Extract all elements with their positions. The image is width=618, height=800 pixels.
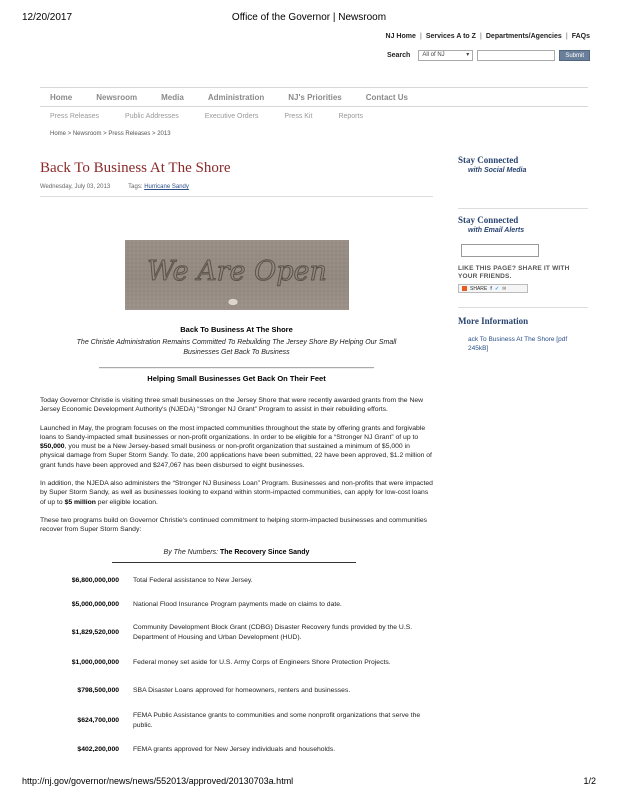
stats-rule [112,562,356,563]
paragraph-4: These two programs build on Governor Christie's continued commitment to helping storm-impacted businesses and communities recover from Super Storm Sandy: [40,516,428,534]
page-number: 1/2 [583,776,596,786]
stat-row [40,617,433,649]
email-field[interactable] [461,244,539,257]
pdf-link[interactable]: ack To Business At The Shore [pdf 245kB] [468,336,568,352]
share-label: SHARE [470,285,488,292]
press-subheadline: The Christie Administration Remains Committed To Rebuilding The Jersey Shore By Helping Our Small Businesses Get Back To Business [76,339,397,356]
share-icon [462,286,467,291]
stat-description: Federal money set aside for U.S. Army Corps of Engineers Shore Protection Projects. [133,658,391,666]
stat-description: Total Federal assistance to New Jersey. [133,576,253,584]
search-bar [387,50,590,61]
print-date: 12/20/2017 [22,12,73,23]
page-title: Back To Business At The Shore [40,160,231,176]
social-media-box [458,155,588,209]
stat-amount: $5,000,000,000 [71,601,119,609]
stat-description: SBA Disaster Loans approved for homeowners, renters and businesses. [133,686,351,694]
stat-description: FEMA Public Assistance grants to communities and some nonprofit organizations that serve the public. [133,712,421,729]
tag-link[interactable]: Hurricane Sandy [144,184,189,190]
email-icon: ✉ [502,285,507,292]
social-subtitle[interactable]: with Social Media [468,167,527,174]
toplink-faqs[interactable]: FAQs [571,33,590,40]
social-title: Stay Connected [458,155,519,165]
email-alerts-box [458,215,588,308]
separator: | [419,33,422,40]
paragraph-3 [40,479,433,507]
stat-amount: $798,500,000 [77,687,119,695]
print-url: http://nj.gov/governor/news/news/552013/approved/20130703a.html [22,776,294,786]
subnav-reports[interactable]: Reports [338,113,363,120]
stat-row [40,737,433,763]
breadcrumb[interactable]: Home > Newsroom > Press Releases > 2013 [50,131,171,137]
article-main [40,160,433,763]
stat-amount: $1,000,000,000 [71,659,119,667]
nav-priorities[interactable]: NJ's Priorities [288,92,342,102]
separator: | [479,33,482,40]
more-info-title: More Information [458,316,529,326]
twitter-icon: ✓ [494,285,500,292]
paragraph-3-text-b: per eligible location. [95,498,158,506]
share-button[interactable] [458,284,528,293]
stat-amount: $6,800,000,000 [71,577,119,585]
stat-amount: $1,829,520,000 [71,629,119,637]
press-headline: Back To Business At The Shore [180,325,293,334]
subnav-press-kit[interactable]: Press Kit [284,113,313,120]
sub-nav [50,113,389,120]
stat-description: Community Development Block Grant (CDBG) Disaster Recovery funds provided by the U.S. Department of Housing and Urban Development (HUD). [133,624,413,641]
share-prompt: LIKE THIS PAGE? SHARE IT WITH YOUR FRIENDS. [458,265,570,280]
stat-row [40,593,433,617]
paragraph-1: Today Governor Christie is visiting three small businesses on the Jersey Shore that were recently awarded grants from the New Jersey Economic Development Authority's (NJEDA) “Stronger NJ Grant” Program to assist in their rebuilding efforts. [40,397,424,414]
stat-description: FEMA grants approved for New Jersey individuals and households. [133,745,336,753]
stat-row [40,677,433,705]
stat-row [40,649,433,677]
more-info-box [458,316,588,353]
main-nav [40,87,588,107]
facebook-icon: f [490,285,492,292]
nav-newsroom[interactable]: Newsroom [96,92,138,102]
search-scope-select[interactable] [418,50,473,61]
nav-contact[interactable]: Contact Us [365,92,408,102]
print-title: Office of the Governor | Newsroom [231,12,387,23]
print-header [22,12,596,26]
paragraph-2 [40,424,433,470]
subnav-press-releases[interactable]: Press Releases [50,113,100,120]
paragraph-3-text-a: In addition, the NJEDA also administers the “Stronger NJ Business Loan” Program. Businesses and non-profits that were impacted by Super Storm Sandy, as well as businesses looking to expand within storm-impacted communities, can apply for low-cost loans of up to [40,480,433,506]
article-meta [40,184,433,197]
search-scope-value: All of NJ [422,52,445,58]
stat-description: National Flood Insurance Program payments made on claims to date. [133,600,342,608]
stat-row [40,569,433,593]
subnav-executive-orders[interactable]: Executive Orders [204,113,259,120]
divider [99,367,374,369]
email-title: Stay Connected [458,215,519,225]
sand-image [125,240,349,310]
stat-amount: $624,700,000 [77,717,119,725]
email-subtitle: with Email Alerts [468,227,525,234]
search-input[interactable] [477,50,555,61]
hero-image [125,240,349,310]
section-heading: Helping Small Businesses Get Back On Their Feet [147,374,326,383]
sidebar [458,155,588,353]
grant-amount: $50,000 [40,443,65,451]
separator: | [565,33,568,40]
search-label: Search [386,52,411,59]
toplink-services[interactable]: Services A to Z [425,33,476,40]
top-links [386,33,590,40]
article-tags [128,184,189,190]
stats-table [40,569,433,763]
press-header [40,325,433,383]
chevron-down-icon: ▾ [466,52,470,58]
stat-row [40,705,433,737]
toplink-nj-home[interactable]: NJ Home [385,33,416,40]
loan-amount: $5 million [64,498,96,506]
subnav-public-addresses[interactable]: Public Addresses [125,113,179,120]
paragraph-2-text-b: , you must be a New Jersey-based small business or non-profit organization that sustained a minimum of $5,000 in physical damage from Super Storm Sandy. To date, 200 applications have been submitted, 22 have been approved, $1.2 million of grant funds have been approved and $247,067 has been disbursed to eight businesses. [40,443,432,469]
nav-home[interactable]: Home [50,92,73,102]
image-handwriting: We Are Open [146,256,327,287]
nav-media[interactable]: Media [161,92,184,102]
toplink-departments[interactable]: Departments/Agencies [485,33,562,40]
paragraph-2-text-a: Launched in May, the program focuses on the most impacted communities throughout the state by offering grants and forgivable loans to Sandy-impacted small businesses or non-profit organizations. In order to be eligible for a “Stronger NJ Grant” of up to [40,424,426,441]
stats-heading [40,549,433,556]
nav-administration[interactable]: Administration [207,92,265,102]
search-submit-button[interactable]: Submit [559,50,590,61]
article-date: Wednesday, July 03, 2013 [40,184,111,190]
tags-label: Tags: [128,184,143,190]
stats-intro: By The Numbers: [163,548,219,556]
stats-title: The Recovery Since Sandy [219,548,310,556]
print-footer [22,776,596,790]
stat-amount: $402,200,000 [77,746,119,754]
